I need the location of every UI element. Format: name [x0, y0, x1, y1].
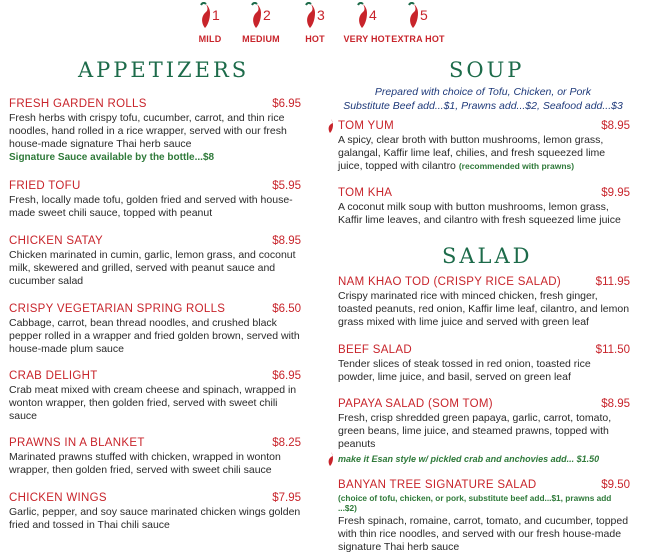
menu-item [338, 187, 630, 227]
chili-pepper-icon [326, 118, 336, 134]
item-name: BEEF SALAD [338, 344, 412, 356]
menu-item [9, 492, 301, 532]
menu-item [9, 437, 301, 477]
menu-item [9, 235, 301, 288]
item-name: FRIED TOFU [9, 180, 81, 192]
spice-label: MEDIUM [242, 34, 280, 44]
item-name: TOM KHA [338, 187, 393, 199]
item-price: $8.95 [272, 235, 301, 247]
item-name: CRAB DELIGHT [9, 370, 98, 382]
menu-item [9, 98, 301, 163]
spice-label: MILD [198, 34, 222, 44]
item-price: $6.95 [272, 370, 301, 382]
svg-text:4: 4 [369, 7, 377, 23]
item-description: Fresh herbs with crispy tofu, cucumber, carrot, and thin rice noodles, hand rolled in a rice wrapper, served with our fresh house-made signature Thai herb sauce [9, 112, 287, 150]
salad-heading: SALAD [442, 244, 533, 268]
item-price: $9.95 [601, 187, 630, 199]
spice-level-5 [383, 2, 453, 44]
spice-label: HOT [305, 34, 325, 44]
item-price: $5.95 [272, 180, 301, 192]
chili-pepper-icon [326, 451, 336, 467]
item-name: PRAWNS IN A BLANKET [9, 437, 145, 449]
esan-style-note: make it Esan style w/ pickled crab and anchovies add... $1.50 [338, 454, 600, 464]
item-price: $9.50 [601, 479, 630, 491]
item-description: Fresh spinach, romaine, carrot, tomato, and cucumber, topped with thin rice noodles, and served with our fresh house-made signature Thai herb sauce [338, 515, 629, 553]
item-price: $6.50 [272, 303, 301, 315]
menu-item [338, 120, 630, 173]
item-name: FRESH GARDEN ROLLS [9, 98, 147, 110]
svg-text:5: 5 [420, 7, 428, 23]
item-price: $8.95 [601, 120, 630, 132]
item-price: $11.50 [595, 344, 630, 356]
chili-pepper-icon [243, 2, 279, 30]
menu-item [9, 180, 301, 220]
item-name: CHICKEN WINGS [9, 492, 107, 504]
menu-item [9, 303, 301, 356]
item-description: Fresh, crisp shredded green papaya, garlic, carrot, tomato, green beans, lime juice, and steamed prawns, topped with peanuts [338, 412, 612, 450]
menu-item [338, 344, 630, 384]
item-note: (recommended with prawns) [458, 161, 575, 171]
item-name: NAM KHAO TOD (CRISPY RICE SALAD) [338, 276, 562, 288]
spice-label: EXTRA HOT [391, 34, 445, 44]
soup-subtitle [333, 85, 633, 113]
item-description [338, 134, 630, 173]
chili-pepper-icon [349, 2, 385, 30]
menu-item [9, 370, 301, 423]
item-description: Garlic, pepper, and soy sauce marinated chicken wings golden fried and tossed in Thai chili sauce [9, 506, 301, 531]
item-description: Crab meat mixed with cream cheese and spinach, wrapped in wonton wrapper, then golden fried, served with sweet chili sauce [9, 384, 297, 422]
item-note: (choice of tofu, chicken, or pork, substitute beef add...$1, prawns add ...$2) [338, 493, 612, 513]
item-name: TOM YUM [338, 120, 394, 132]
item-price: $6.95 [272, 98, 301, 110]
item-name: BANYAN TREE SIGNATURE SALAD [338, 479, 537, 491]
svg-text:1: 1 [212, 7, 220, 23]
item-description: Marinated prawns stuffed with chicken, wrapped in wonton wrapper, then golden fried, served with sweet chili sauce [9, 451, 281, 476]
spice-label: VERY HOT [343, 34, 391, 44]
item-description: Fresh, locally made tofu, golden fried and served with house-made sweet chili sauce, topped with peanut [9, 194, 293, 219]
item-price: $8.25 [272, 437, 301, 449]
soup-subtitle-line: Substitute Beef add...$1, Prawns add...$2, Seafood add...$3 [343, 100, 623, 112]
item-price: $11.95 [595, 276, 630, 288]
item-description: Chicken marinated in cumin, garlic, lemon grass, and coconut milk, skewered and grilled, served with peanut sauce and cucumber salad [9, 249, 296, 287]
item-description: A coconut milk soup with button mushrooms, lemon grass, Kaffir lime leaves, and cilantro with fresh squeezed lime juice [338, 201, 621, 226]
soup-subtitle-line: Prepared with choice of Tofu, Chicken, or Pork [374, 86, 592, 98]
svg-text:2: 2 [263, 7, 271, 23]
chili-pepper-icon [192, 2, 228, 30]
spice-legend [0, 0, 650, 50]
item-description: Crispy marinated rice with minced chicken, fresh ginger, toasted peanuts, red onion, Kaffir lime leaf, cilantro, and lemon grass mixed with lime juice and served with green leaf [338, 290, 630, 328]
item-description: Cabbage, carrot, bean thread noodles, and crushed black pepper rolled in a wrapper and fried golden brown, served with house-made plum sauce [9, 317, 300, 355]
item-name: PAPAYA SALAD (SOM TOM) [338, 398, 493, 410]
description-text: A spicy, clear broth with button mushrooms, lemon grass, galangal, Kaffir lime leaf, chilies, and fresh squeezed lime juice, topped with cilantro [338, 134, 606, 172]
item-price: $8.95 [601, 398, 630, 410]
menu-item [338, 479, 630, 554]
svg-text:3: 3 [317, 7, 325, 23]
chili-pepper-icon [297, 2, 333, 30]
menu-item [338, 398, 630, 451]
item-price: $7.95 [272, 492, 301, 504]
item-description: Tender slices of steak tossed in red onion, toasted rice powder, lime juice, and basil, served on green leaf [338, 358, 591, 383]
soup-heading: SOUP [449, 58, 525, 82]
item-note: Signature Sauce available by the bottle...$8 [9, 152, 215, 163]
menu-item [338, 276, 630, 329]
item-name: CRISPY VEGETARIAN SPRING ROLLS [9, 303, 226, 315]
chili-pepper-icon [400, 2, 436, 30]
appetizers-heading: APPETIZERS [78, 58, 250, 82]
item-name: CHICKEN SATAY [9, 235, 103, 247]
